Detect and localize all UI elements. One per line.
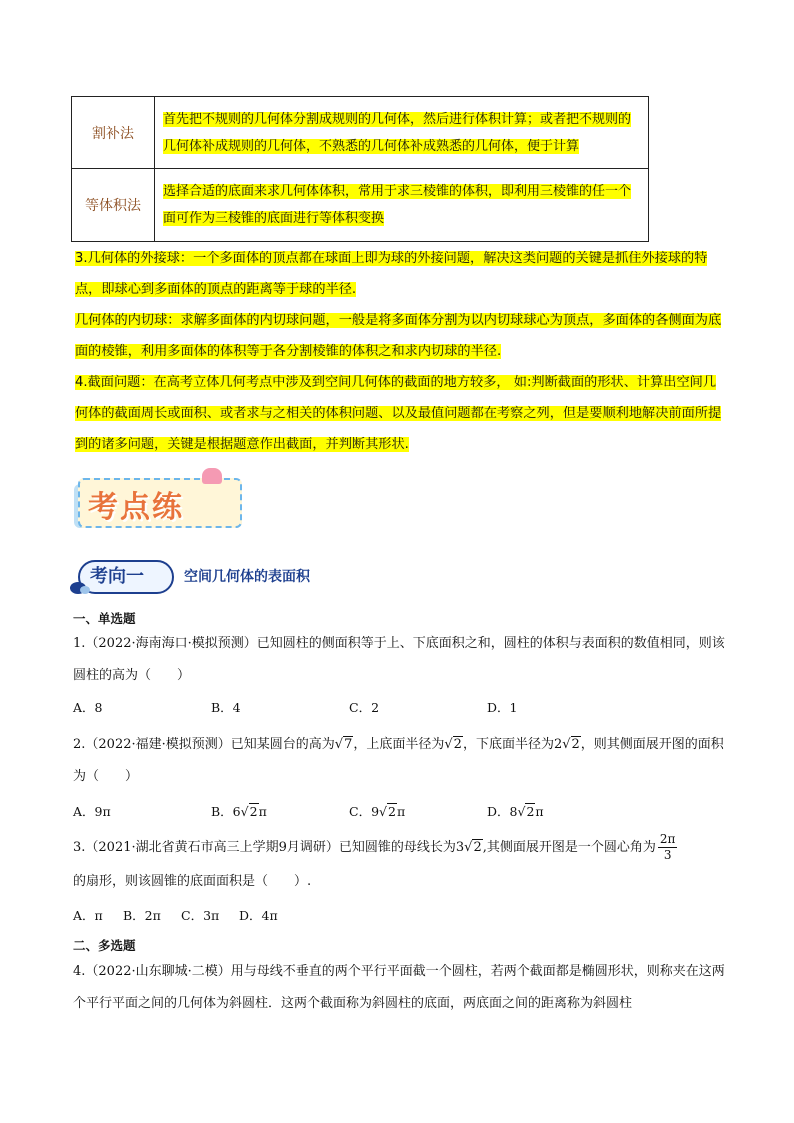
fraction: $\frac{2\pi}{3}$: [659, 832, 676, 862]
method-name: 等体积法: [72, 169, 155, 242]
question-1: 1.（2022·海南海口·模拟预测）已知圆柱的侧面积等于上、下底面积之和，圆柱的体积与表面积的数值相同，则该圆柱的高为（ ）: [73, 636, 725, 683]
section-title: 空间几何体的表面积: [184, 569, 310, 585]
method-desc: 首先把不规则的几何体分割成规则的几何体，然后进行体积计算；或者把不规则的几何体补成规则的几何体，不熟悉的几何体补成熟悉的几何体，便于计算: [155, 97, 649, 169]
method-desc: 选择合适的底面来求几何体体积，常用于求三棱锥的体积，即利用三棱锥的任一个面可作为三棱锥的底面进行等体积变换: [155, 169, 649, 242]
point-3b: 几何体的内切球：求解多面体的内切球问题，一般是将多面体分割为以内切球球心为顶点，多面体的各侧面为底面的棱锥，利用多面体的体积等于各分割棱锥的体积之和求内切球的半径.: [75, 313, 722, 359]
question-4: 4.（2022·山东聊城·二模）用与母线不垂直的两个平行平面截一个圆柱，若两个截面都是椭圆形状，则称夹在这两个平行平面之间的几何体为斜圆柱．这两个截面称为斜圆柱的底面，两底面之间的距离称为斜圆柱: [73, 964, 725, 1011]
option: C．2: [349, 700, 380, 715]
point-4: 4.截面问题：在高考立体几何考点中涉及到空间几何体的截面的地方较多， 如:判断截面的形状、计算出空间几何体的截面周长或面积、或者求与之相关的体积问题、以及最值问题都在考察之列，但是要顺利地解决前面所提到的诸多问题，关键是根据题意作出截面，并判断其形状.: [75, 375, 722, 452]
topic-badge: [70, 556, 180, 596]
methods-table: [71, 96, 649, 242]
question-2-options: [73, 802, 733, 820]
question-3-cont: 的扇形，则该圆锥的底面面积是（ ）.: [73, 874, 312, 889]
option: D．8√2π: [487, 804, 544, 819]
single-choice-heading: 一、单选题: [73, 611, 136, 626]
option: C．9√2π: [349, 804, 406, 819]
option: B．6√2π: [211, 804, 267, 819]
point-3: 3.几何体的外接球：一个多面体的顶点都在球面上即为球的外接问题，解决这类问题的关键是抓住外接球的特点，即球心到多面体的顶点的距离等于球的半径.: [75, 251, 708, 297]
option: D．1: [487, 700, 518, 715]
option: D．4π: [239, 908, 278, 923]
pin-icon: [202, 468, 222, 484]
option: A．8: [73, 700, 103, 715]
question-3: 3.（2021·湖北省黄石市高三上学期9月调研）已知圆锥的母线长为3√2,其侧面展开图是一个圆心角为 $\frac{2\pi}{3}$: [73, 832, 676, 862]
option: B．4: [211, 700, 241, 715]
option: A．9π: [73, 804, 111, 819]
table-row: [72, 97, 649, 169]
practice-banner: [72, 468, 244, 528]
badge-label: 考向一: [90, 566, 144, 587]
question-3-options: [73, 906, 733, 924]
question-2: 2.（2022·福建·模拟预测）已知某圆台的高为√7，上底面半径为√2，下底面半径为2√2，则其侧面展开图的面积为（ ）: [73, 737, 724, 784]
method-name: 割补法: [72, 97, 155, 169]
multi-choice-heading: 二、多选题: [73, 938, 136, 953]
question-1-options: [73, 698, 733, 716]
option: B．2π: [123, 908, 161, 923]
option: C．3π: [181, 908, 220, 923]
table-row: [72, 169, 649, 242]
option: A．π: [73, 908, 103, 923]
banner-title: 考点练: [88, 490, 184, 525]
